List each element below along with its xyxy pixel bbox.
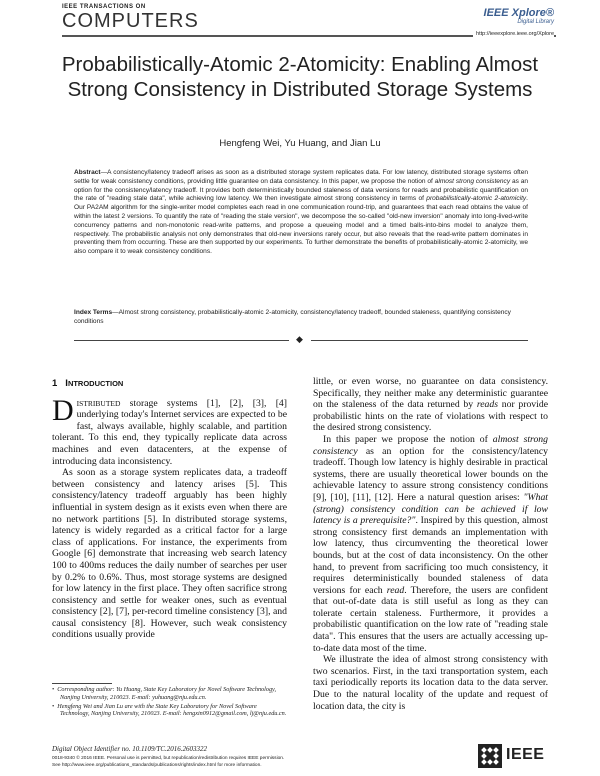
ieee-diamond-logo-icon [478, 744, 502, 768]
abstract [74, 169, 528, 257]
paragraph-1 [52, 393, 287, 468]
right-column [313, 376, 548, 712]
section-number: 1 [52, 378, 58, 389]
paper-authors: Hengfeng Wei, Yu Huang, and Jian Lu [219, 138, 381, 149]
section-title-initial: I [65, 378, 68, 389]
abstract-emphasis-2: probabilistically-atomic 2-atomicity [426, 195, 527, 203]
paragraph-4-text-b: as an option for the consistency/latency tradeoff. Though low latency is highly desirable in practical systems, there are usually theoretical lower bounds on the achievable latency to assure strong consistency conditions [9], [10], [11], [12]. Here a natural question arises: [313, 445, 548, 503]
abstract-label: Abstract [74, 169, 101, 176]
copyright-line-2: See http://www.ieee.org/publications_standards/publications/rights/index.html for more information. [52, 762, 262, 768]
section-heading [52, 378, 287, 390]
diamond-icon: ◆ [296, 335, 303, 345]
divider-left [74, 340, 289, 341]
paragraph-3-text-b: nor provide probabilistic hints on the rate of violations with respect to the desired strong consistency. [313, 399, 548, 434]
paragraph-4-emphasis-2: "What (strong) consistency condition can be achieved if low latency is a prerequisite?" [313, 491, 548, 527]
abstract-text-3: . Our PA2AM algorithm for the single-writer model completes each read in one communication round-trip, and guarantees that each read obtains the value of within the latest 2 versions. To quantify the rate of "reading the stale version", we decompose the so-called "old-new inversion" anomaly into long-lived-write concurrency patterns and non-monotonic read-write patterns, and propose a queueing model and a timed balls-into-bins model to analyze them, respectively. The probabilistic analysis not only demonstrates that old-new inversions rarely occur, but also reveals that the read-write pattern dominates in preventing them from occurring. These are then supported by our experiments. To further demonstrate the benefits of probabilistically-atomic 2-atomicity, we also compare it to weak consistency conditions. [74, 195, 528, 256]
first-word-smallcaps: ISTRIBUTED [76, 398, 121, 408]
paragraph-4-text-d: . Therefore, the users are confident that out-of-date data is still useful as long as they can tolerate certain staleness. Furthermore, it provides a probabilistic quantification on the low rate of "reading stale data". This ensures that the users are actually accessing up-to-date data most of the time. [313, 584, 548, 654]
footnote-2 [52, 703, 287, 719]
footnote-1-text: Corresponding author: Yu Huang, State Key Laboratory for Novel Software Technology, Nanjing University, 210023. E-mail: yuhuang@nju.edu.cn. [57, 686, 277, 701]
copyright-notice [52, 756, 492, 769]
footnote-2-text: Hengfeng Wei and Jian Lu are with the State Key Laboratory for Novel Software Technology, Nanjing University, 210023. E-mail: hengxin0912@gmail.com, lj@nju.edu.cn. [57, 702, 287, 718]
paragraph-5: We illustrate the idea of almost strong consistency with two scenarios. First, in the taxi transportation system, each taxi periodically reports its location data to the data server. Due to the natural locality of the update and request of location data, the city is [313, 654, 548, 712]
footnotes [52, 686, 287, 719]
xplore-name: IEEE Xplore® [483, 7, 554, 19]
paragraph-1-text: storage systems [1], [2], [3], [4] underlying today's Internet services are expected to be fast, always available, highly scalable, and partition tolerant. To this end, they typically replicate data across machines and even datacenters, at the expense of introducing data inconsistency. [52, 397, 287, 467]
xplore-subtitle: Digital Library [517, 19, 554, 25]
xplore-url-link[interactable]: http://ieeexplore.ieee.org/Xplore [473, 31, 554, 37]
paragraph-3 [313, 376, 548, 434]
journal-name-small: IEEE TRANSACTIONS ON [62, 4, 146, 10]
paper-title: Probabilistically-Atomic 2-Atomicity: Enabling Almost Strong Consistency in Distributed Storage Systems [61, 53, 539, 101]
abstract-text-1: —A consistency/latency tradeoff arises as soon as a distributed storage system replicates data. For low latency, distributed storage systems often settle for weak consistency conditions, providing little guarantee on data consistency. In this paper, we propose the notion of [74, 169, 528, 185]
paragraph-4-text-a: In this paper we propose the notion of [323, 433, 493, 445]
footnote-1 [52, 686, 287, 702]
ieee-logo-text: IEEE [506, 746, 545, 763]
bullet-icon: • [52, 702, 55, 710]
ieee-xplore-logo [484, 7, 554, 25]
paragraph-3-text-a: little, or even worse, no guarantee on data consistency. Specifically, they neither make any deterministic guarantee on the staleness of the data returned by [313, 376, 548, 411]
abstract-text-2: as an option for the consistency/latency tradeoff. It provides both deterministically bounded staleness of data versions for reads and probabilistic quantification on the rate of "reading stale data", while achieving low latency. We then investigate almost strong consistency in terms of [74, 177, 529, 203]
paragraph-3-emphasis: reads [476, 399, 499, 411]
index-terms [74, 309, 528, 327]
paragraph-4-text-c: . Inspired by this question, almost strong consistency first demands an implementation with low latency, thus circumventing the theoretical lower bounds, but at the cost of data inconsistency. On the other hand, to prevent from sacrificing too much consistency, it requires deterministically bounded staleness of data versions for each [313, 515, 548, 596]
index-terms-label: Index Terms [74, 309, 113, 316]
paragraph-4-emphasis-3: read [386, 584, 405, 596]
doi: Digital Object Identifier no. 10.1109/TC.2016.2603322 [52, 745, 208, 753]
journal-name-big: COMPUTERS [62, 10, 199, 32]
bullet-icon: • [52, 686, 55, 693]
paragraph-2: As soon as a storage system replicates data, a tradeoff between consistency and latency arises [5]. This consistency/latency tradeoff arguably has been highly influential in system design as it exists even when there are no network partitions [5]. In distributed storage systems, latency is widely regarded as a critical factor for a large class of applications. For instance, the experiments from Google [6] demonstrate that increasing web search latency 100 to 400ms reduces the daily number of searches per user by 0.2% to 0.6%. Thus, most storage systems are designed for low latency in the first place. They often sacrifice strong consistency and settle for weaker ones, such as eventual consistency [2], [7], per-record timeline consistency [3], and causal consistency [8]. However, such weak consistency conditions usually provide [52, 467, 287, 641]
copyright-line-1: 0018-9340 © 2016 IEEE. Personal use is permitted, but republication/redistribution requires IEEE permission. [52, 756, 285, 761]
abstract-emphasis-1: almost strong consistency [434, 177, 511, 185]
paragraph-4-emphasis-1: almost strong consistency [313, 433, 548, 457]
drop-cap: D [52, 393, 74, 427]
divider-right [311, 340, 528, 341]
footnote-rule [52, 683, 112, 684]
index-terms-text: —Almost strong consistency, probabilistically-atomic 2-atomicity, consistency/latency tradeoff, bounded staleness, quantifying consistency conditions [74, 309, 511, 325]
paragraph-4 [313, 434, 548, 654]
left-column [52, 378, 287, 641]
section-title-rest: NTRODUCTION [67, 379, 124, 388]
